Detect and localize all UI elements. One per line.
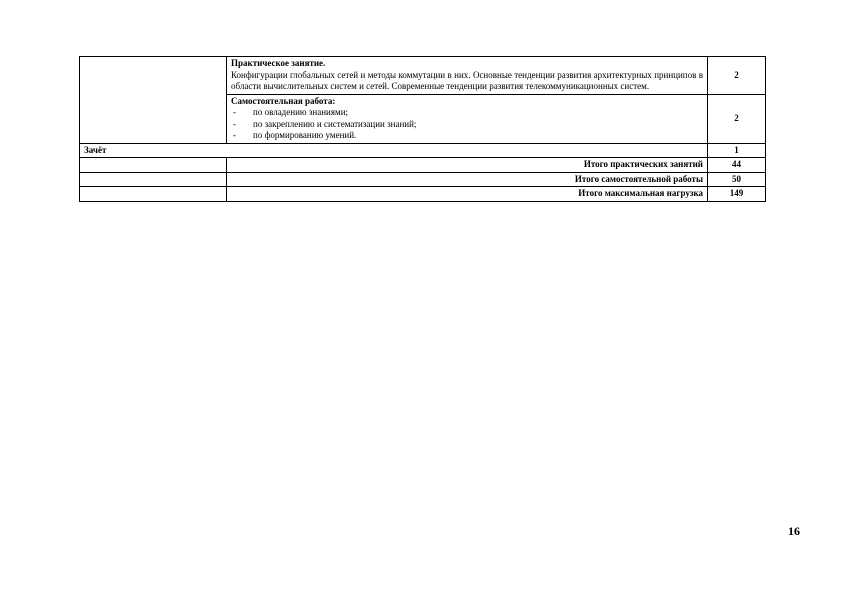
independent-hours: 2 xyxy=(708,94,766,143)
independent-cell xyxy=(227,94,708,143)
practical-hours: 2 xyxy=(708,57,766,95)
total-label: Итого практических занятий xyxy=(227,158,708,173)
table-row-total xyxy=(80,187,766,202)
page-number: 16 xyxy=(788,524,800,538)
total-value: 44 xyxy=(708,158,766,173)
curriculum-table xyxy=(79,56,766,202)
practical-cell xyxy=(227,57,708,95)
table-row-practical xyxy=(80,57,766,95)
practical-title: Практическое занятие. xyxy=(231,58,326,68)
table-row-credit xyxy=(80,143,766,158)
table-row-total xyxy=(80,172,766,187)
list-item: - по формированию умений. xyxy=(233,130,357,140)
credit-label: Зачёт xyxy=(80,143,708,158)
table-row-total xyxy=(80,158,766,173)
total-label: Итого самостоятельной работы xyxy=(227,172,708,187)
total-value: 50 xyxy=(708,172,766,187)
credit-hours: 1 xyxy=(708,143,766,158)
list-item: - по закреплению и систематизации знаний; xyxy=(233,118,417,129)
list-item: - по овладению знаниями; xyxy=(233,107,349,117)
independent-title: Самостоятельная работа: xyxy=(231,95,336,106)
total-label: Итого максимальная нагрузка xyxy=(227,187,708,202)
topic-cell xyxy=(80,57,227,144)
total-value: 149 xyxy=(708,187,766,202)
practical-text: Конфигурации глобальных сетей и методы коммутации в них. Основные тенденции развития архитектурных принципов в области вычислительных систем и сетей. Современные тенденции развития телекоммуникационных систем. xyxy=(231,69,703,91)
